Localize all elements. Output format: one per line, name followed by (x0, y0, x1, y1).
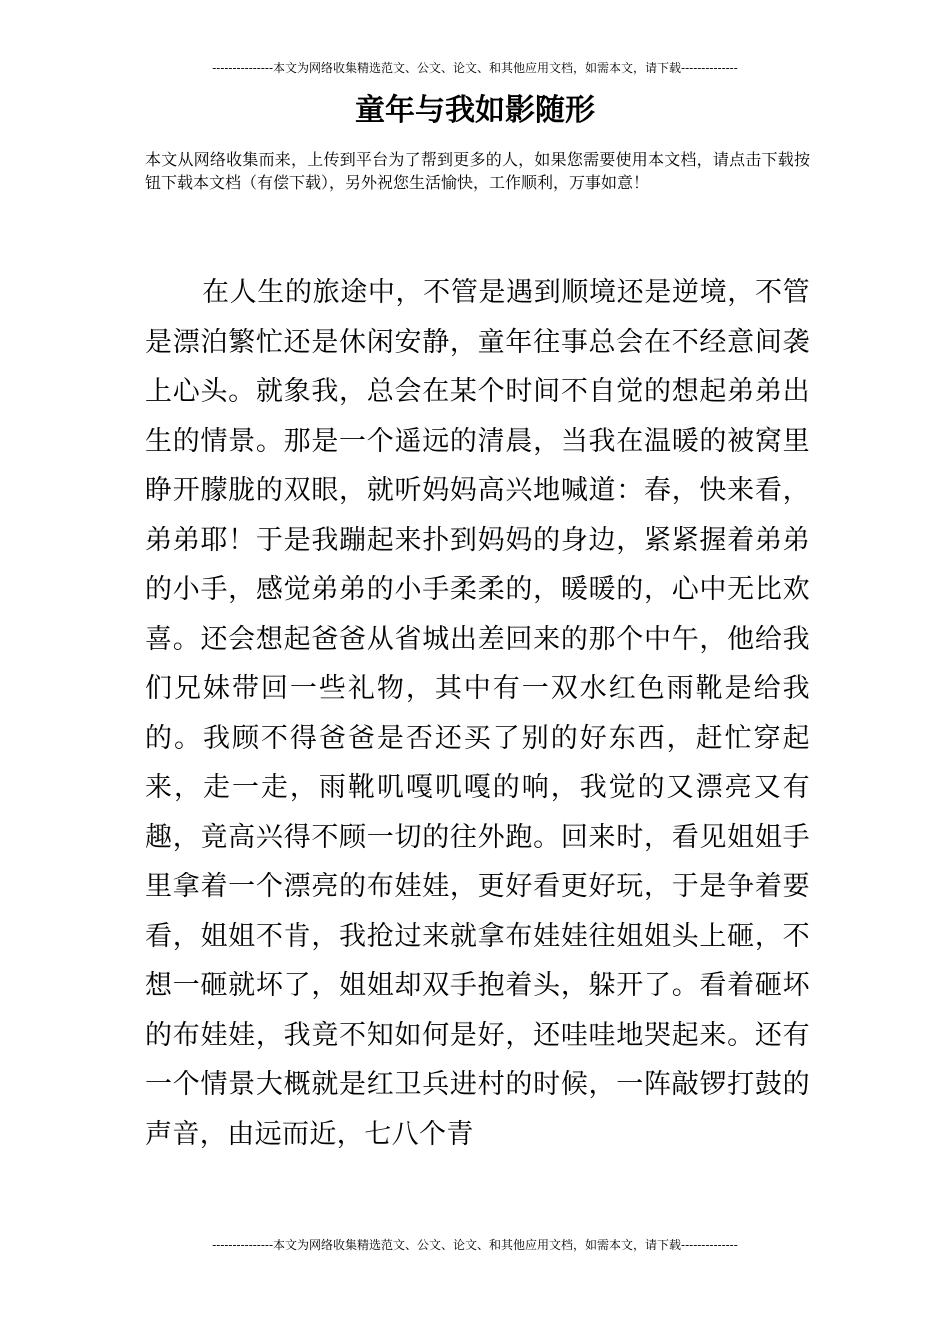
document-body-paragraph: 在人生的旅途中，不管是遇到顺境还是逆境，不管是漂泊繁忙还是休闲安静，童年往事总会在不经意间袭上心头。就象我，总会在某个时间不自觉的想起弟弟出生的情景。那是一个遥远的清晨，当我在温暖的被窝里睁开朦胧的双眼，就听妈妈高兴地喊道：春，快来看，弟弟耶！于是我蹦起来扑到妈妈的身边，紧紧握着弟弟的小手，感觉弟弟的小手柔柔的，暖暖的，心中无比欢喜。还会想起爸爸从省城出差回来的那个中午，他给我们兄妹带回一些礼物，其中有一双水红色雨靴是给我的。我顾不得爸爸是否还买了别的好东西，赶忙穿起来，走一走，雨靴叽嘎叽嘎的响，我觉的又漂亮又有趣，竟高兴得不顾一切的往外跑。回来时，看见姐姐手里拿着一个漂亮的布娃娃，更好看更好玩，于是争着要看，姐姐不肯，我抢过来就拿布娃娃往姐姐头上砸，不想一砸就坏了，姐姐却双手抱着头，躲开了。看着砸坏的布娃娃，我竟不知如何是好，还哇哇地哭起来。还有一个情景大概就是红卫兵进村的时候，一阵敲锣打鼓的声音，由远而近，七八个青 (145, 277, 810, 1150)
document-title: 童年与我如影随形 (355, 93, 595, 128)
page-header-notice: ---------------本文为网络收集精选范文、公文、论文、和其他应用文档，如需本文，请下载-------------- (212, 61, 738, 75)
document-intro: 本文从网络收集而来，上传到平台为了帮到更多的人，如果您需要使用本文档，请点击下载按钮下载本文档（有偿下载），另外祝您生活愉快，工作顺利，万事如意！ (145, 150, 810, 192)
page-footer-notice: ---------------本文为网络收集精选范文、公文、论文、和其他应用文档，如需本文，请下载-------------- (212, 1238, 738, 1252)
